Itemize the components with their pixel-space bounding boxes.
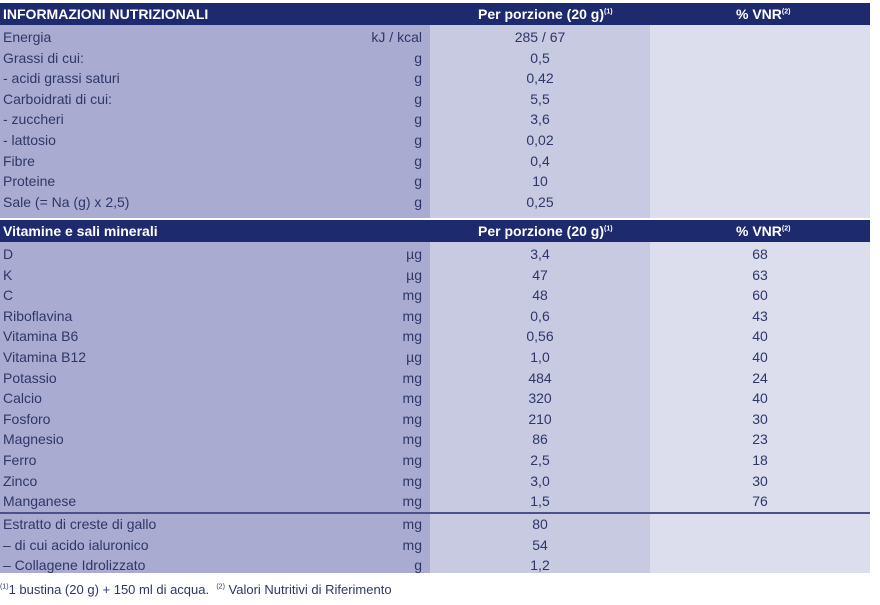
portion-value: 80: [532, 516, 548, 532]
nutrient-label: K: [3, 266, 13, 283]
portion-value: 2,5: [530, 452, 550, 468]
unit-label: mg: [402, 287, 422, 304]
unit-label: g: [414, 70, 422, 87]
nutrient-label: Ferro: [3, 452, 37, 468]
unit-label: g: [414, 152, 422, 169]
unit-label: g: [414, 557, 422, 574]
unit-label: g: [414, 173, 422, 190]
unit-label: g: [414, 193, 422, 210]
nutrient-label: C: [3, 287, 14, 304]
vnr-note: (2): [781, 225, 791, 233]
table-row: [0, 409, 870, 430]
portion-value: 54: [532, 536, 548, 553]
vnr-value: 23: [752, 431, 768, 448]
table-row: [0, 285, 870, 306]
portion-value: 10: [532, 173, 548, 190]
nutrient-label: - lattosio: [3, 132, 56, 148]
vnr-value: 76: [752, 493, 768, 510]
vnr-value: 40: [752, 349, 768, 365]
portion-value: 320: [528, 390, 552, 407]
table-row: [0, 244, 870, 265]
table-row: [0, 450, 870, 471]
portion-value: 3,0: [530, 472, 550, 489]
footnote-text-2: Valori Nutritivi di Riferimento: [228, 582, 392, 597]
footnote-mark-1: (1): [0, 583, 9, 591]
table-row: [0, 265, 870, 286]
table-row: [0, 68, 870, 89]
nutrient-label: Proteine: [3, 173, 56, 190]
nutrient-label: Grassi di cui:: [3, 49, 84, 66]
nutrient-label: Carboidrati di cui:: [3, 90, 112, 107]
table-row: [0, 368, 870, 389]
portion-note: (1): [604, 225, 613, 233]
vnr-value: 63: [752, 266, 768, 283]
nutrient-label: Magnesio: [3, 431, 64, 448]
portion-value: 3,6: [530, 111, 550, 128]
section1-header: [0, 3, 870, 25]
unit-label: µg: [406, 349, 422, 365]
unit-label: µg: [406, 266, 422, 283]
portion-value: 0,25: [526, 193, 554, 210]
vnr-value: 30: [752, 472, 768, 489]
unit-label: mg: [402, 410, 422, 427]
table-row: [0, 388, 870, 409]
unit-label: mg: [402, 369, 422, 386]
portion-note: (1): [604, 8, 613, 16]
vnr-label: % VNR: [736, 223, 782, 239]
unit-label: g: [414, 90, 422, 107]
nutrient-label: Estratto di creste di gallo: [3, 516, 157, 532]
portion-value: 484: [528, 369, 552, 386]
table-row: [0, 171, 870, 192]
nutrient-label: Sale (= Na (g) x 2,5): [3, 193, 130, 210]
vnr-value: 60: [752, 287, 768, 304]
nutrient-label: Manganese: [3, 493, 77, 510]
table-row: [0, 48, 870, 69]
nutrient-label: – Collagene Idrolizzato: [3, 557, 146, 574]
unit-label: g: [414, 132, 422, 148]
unit-label: mg: [402, 431, 422, 448]
unit-label: mg: [402, 390, 422, 407]
section1-title: INFORMAZIONI NUTRIZIONALI: [3, 6, 209, 22]
nutrient-label: Zinco: [3, 472, 38, 489]
portion-value: 0,02: [526, 132, 554, 148]
portion-value: 3,4: [530, 246, 550, 262]
table-row: [0, 109, 870, 130]
table-row: [0, 429, 870, 450]
nutrient-label: Vitamina B6: [3, 328, 79, 345]
section1-vnr-header: [736, 6, 790, 22]
table-row: [0, 89, 870, 110]
portion-value: 0,5: [530, 49, 550, 66]
portion-value: 0,56: [526, 328, 554, 345]
nutrient-label: Riboflavina: [3, 307, 73, 324]
vnr-value: 40: [752, 390, 768, 407]
unit-label: µg: [406, 246, 422, 262]
table-row: [0, 306, 870, 327]
portion-value: 5,5: [530, 90, 550, 107]
nutrient-label: Energia: [3, 29, 52, 45]
portion-value: 1,0: [530, 349, 550, 365]
portion-value: 48: [532, 287, 548, 304]
nutrient-label: Fosforo: [3, 410, 51, 427]
portion-value: 1,2: [530, 557, 550, 574]
footnote: [0, 582, 392, 597]
table-row: [0, 535, 870, 556]
portion-value: 86: [532, 431, 548, 448]
unit-label: mg: [402, 452, 422, 468]
vnr-value: 43: [752, 307, 768, 324]
vnr-value: 40: [752, 328, 768, 345]
table-row: [0, 555, 870, 576]
vnr-value: 68: [752, 246, 768, 262]
nutrient-label: Potassio: [3, 369, 57, 386]
footnote-text-1: 1 bustina (20 g) + 150 ml di acqua.: [8, 582, 210, 597]
unit-label: mg: [402, 472, 422, 489]
table-row: [0, 130, 870, 151]
portion-value: 47: [532, 266, 548, 283]
section2-portion-header: [478, 223, 613, 239]
section2-vnr-header: [736, 223, 790, 239]
vnr-value: 30: [752, 410, 768, 427]
section2-title: Vitamine e sali minerali: [3, 223, 158, 239]
unit-label: mg: [402, 536, 422, 553]
portion-label: Per porzione (20 g): [478, 223, 605, 239]
table-row: [0, 347, 870, 368]
vnr-label: % VNR: [736, 6, 782, 22]
nutrient-label: – di cui acido ialuronico: [3, 536, 149, 553]
table-row: [0, 491, 870, 512]
portion-value: 210: [528, 410, 552, 427]
portion-value: 285 / 67: [514, 29, 566, 45]
unit-label: kJ / kcal: [371, 29, 422, 45]
unit-label: mg: [402, 493, 422, 510]
vnr-value: 24: [752, 369, 768, 386]
table-row: [0, 192, 870, 213]
table-row: [0, 514, 870, 535]
unit-label: mg: [402, 307, 422, 324]
portion-value: 0,42: [526, 70, 554, 87]
nutrient-label: Calcio: [3, 390, 42, 407]
table-row: [0, 151, 870, 172]
unit-label: g: [414, 49, 422, 66]
vnr-note: (2): [781, 8, 791, 16]
nutrient-label: Vitamina B12: [3, 349, 87, 365]
portion-value: 0,4: [530, 152, 550, 169]
nutrient-label: - acidi grassi saturi: [3, 70, 120, 87]
nutrient-label: D: [3, 246, 14, 262]
nutrient-label: Fibre: [3, 152, 35, 169]
vnr-value: 18: [752, 452, 768, 468]
section2-header: [0, 220, 870, 242]
table-row: [0, 27, 870, 48]
table-row: [0, 471, 870, 492]
unit-label: g: [414, 111, 422, 128]
unit-label: mg: [402, 516, 422, 532]
nutrient-label: - zuccheri: [3, 111, 64, 128]
portion-label: Per porzione (20 g): [478, 6, 605, 22]
table-row: [0, 326, 870, 347]
unit-label: mg: [402, 328, 422, 345]
portion-value: 0,6: [530, 307, 550, 324]
section1-portion-header: [478, 6, 613, 22]
footnote-mark-2: (2): [216, 583, 225, 591]
portion-value: 1,5: [530, 493, 550, 510]
